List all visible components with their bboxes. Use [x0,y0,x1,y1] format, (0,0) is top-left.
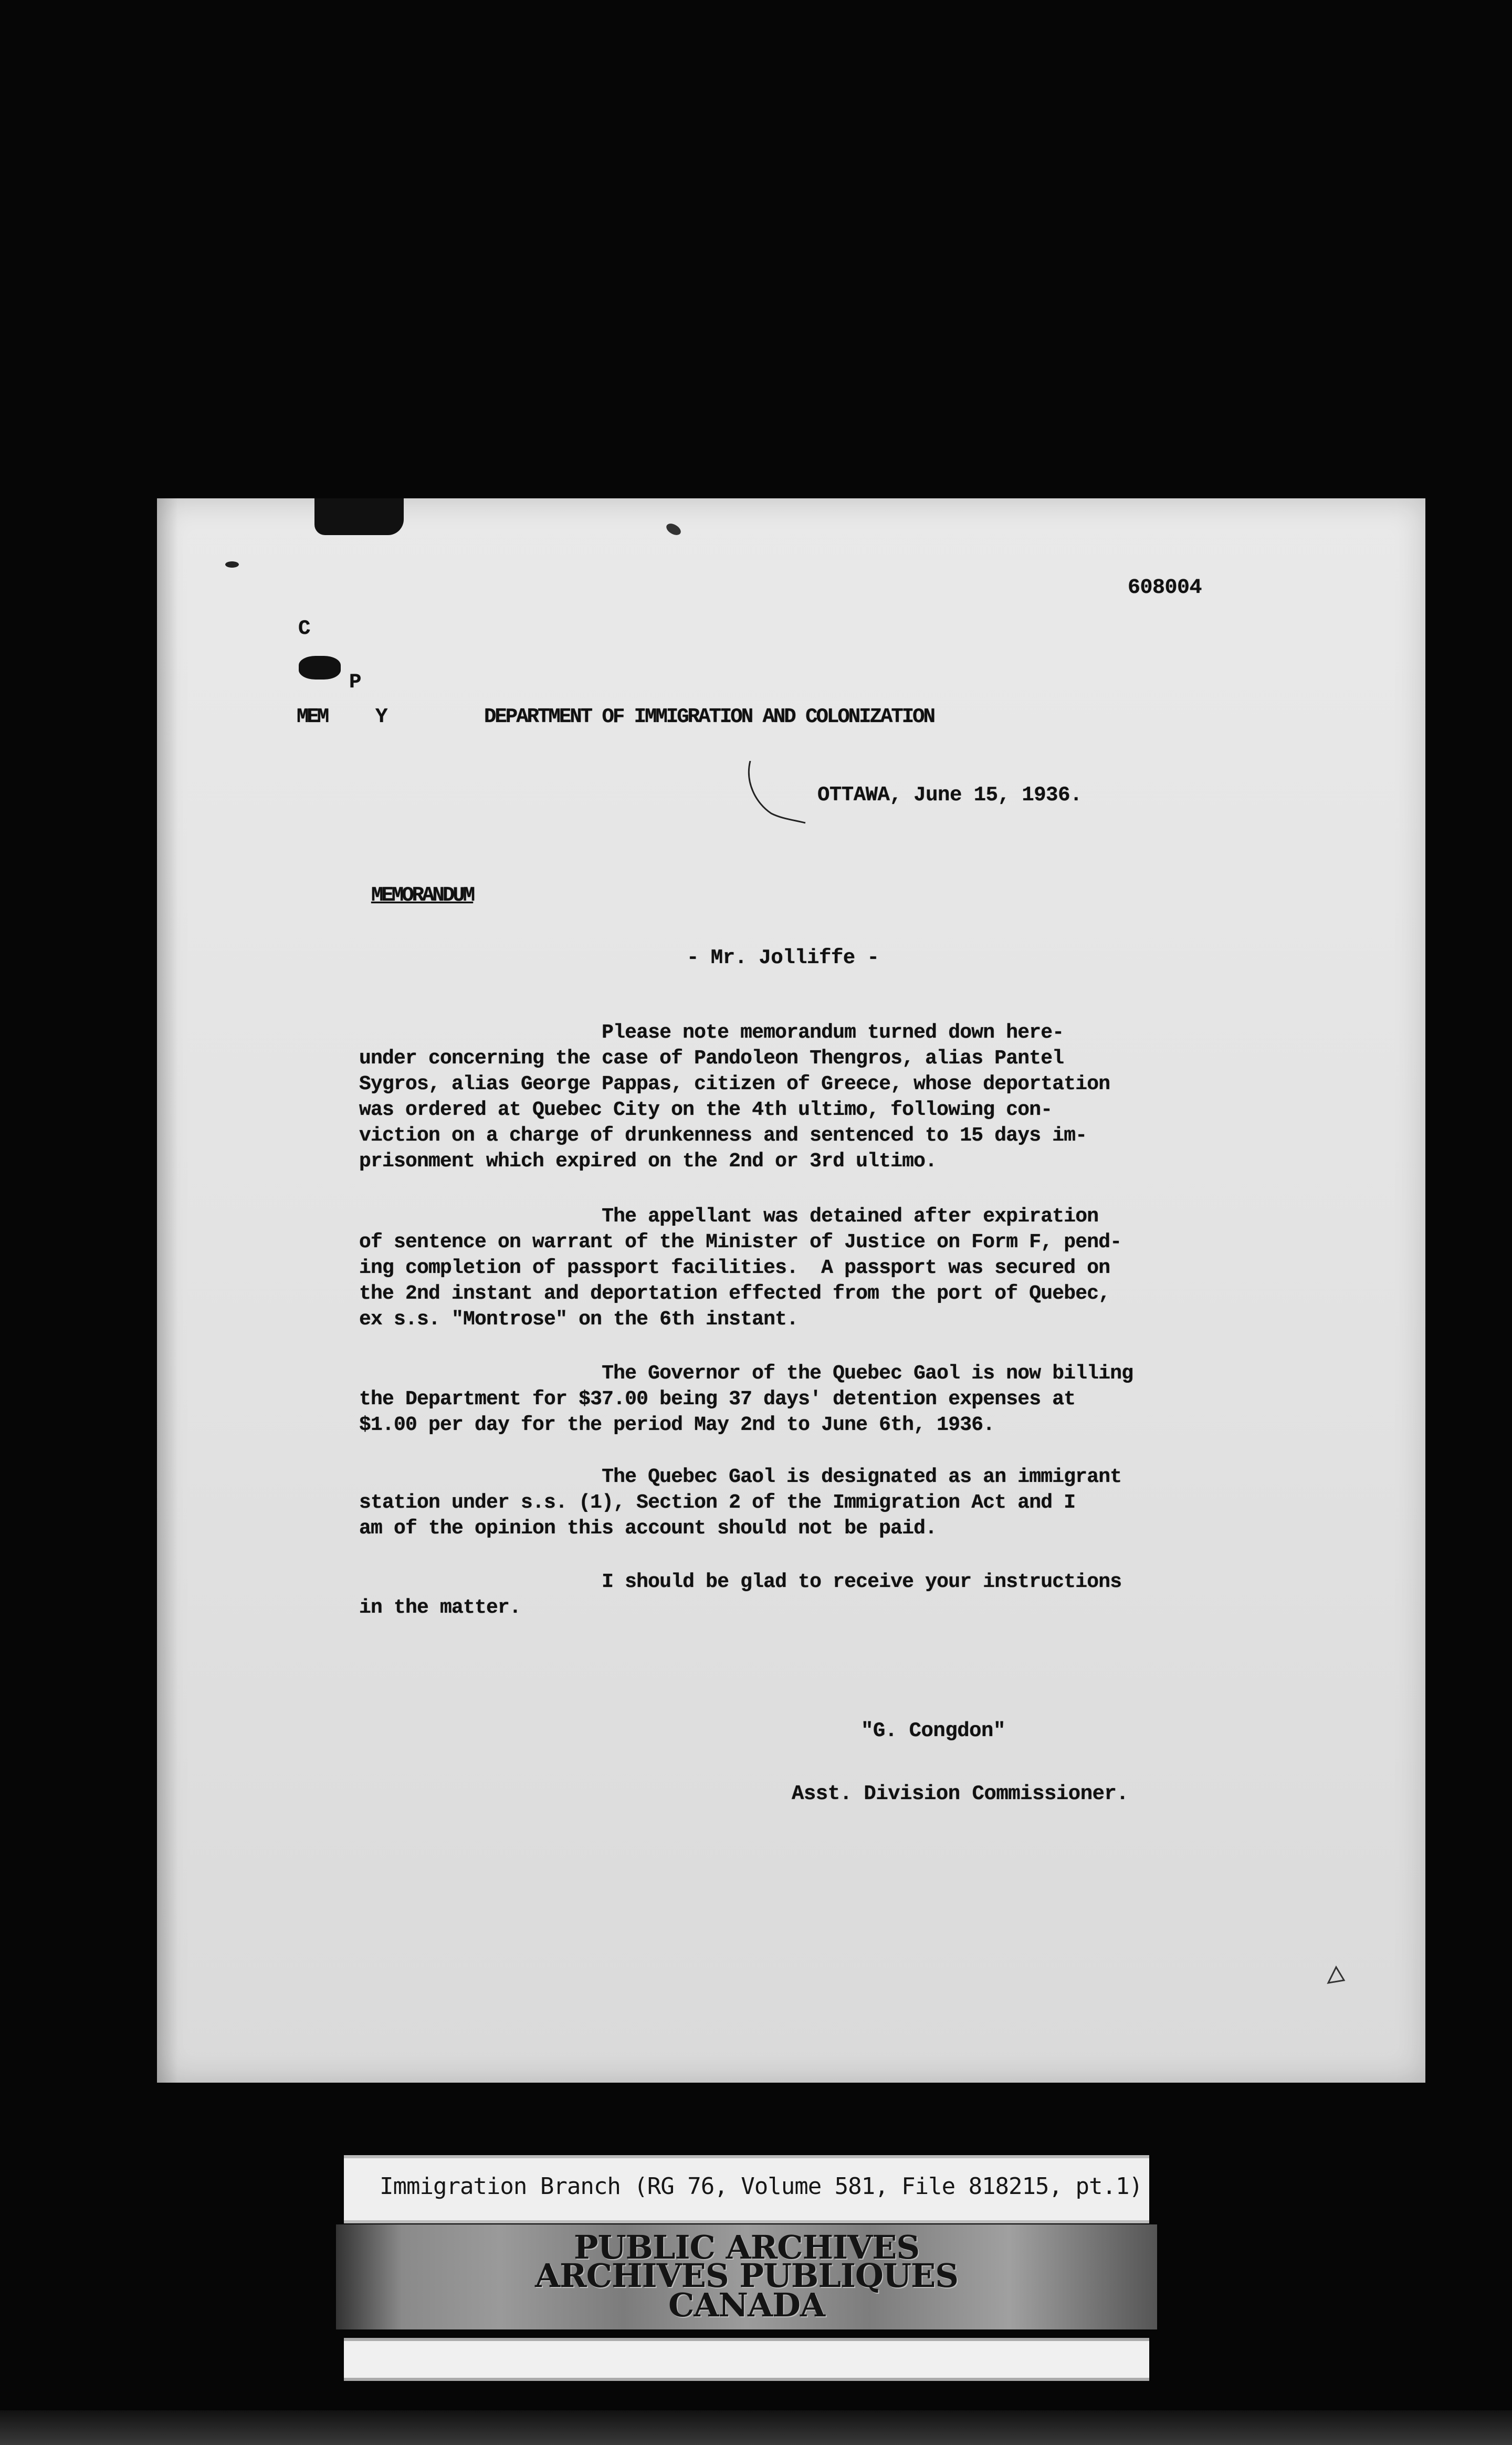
memo-paragraph: The appellant was detained after expiration of sentence on warrant of the Minister of Justice on Form F, pend- ing completion of passport facilities. A passport was secured on the 2nd instant and deportation effected from the port of Quebec, ex s.s. "Montrose" on the 6th instant. [359,1205,1122,1331]
ink-speck [665,521,683,538]
addressee: - Mr. Jolliffe - [687,946,879,969]
memo-paragraph: The Governor of the Quebec Gaol is now billing the Department for $37.00 being 37 days' detention expenses at $1.00 per day for the period May 2nd to June 6th, 1936. [359,1362,1133,1436]
copy-mark-p: P [349,671,361,694]
memo-paragraph: I should be glad to receive your instructions in the matter. [359,1571,1122,1619]
stamp-line: CANADA [668,2286,825,2324]
memo-paragraph: Please note memorandum turned down here- under concerning the case of Pandoleon Thengros, alias Pantel Sygros, alias George Pappas, citizen of Greece, whose deportation was ordered at Quebec City on the 4th ultimo, following con- viction on a charge of drunkenness and sentenced to 15 days im- prisonment which expired on the 2nd or 3rd ultimo. [359,1021,1110,1173]
stamp-line: PUBLIC ARCHIVES [573,2228,920,2266]
stamp-line: ARCHIVES PUBLIQUES [534,2256,959,2295]
archive-reference-label [344,2155,1149,2223]
signature: "G. Congdon" [861,1719,1005,1742]
signature-title: Asst. Division Commissioner. [792,1782,1129,1805]
copy-mark-c: C [298,617,310,640]
page-shadow [157,498,178,2083]
copy-mark-mem: MEM [297,705,328,728]
memo-title: MEMORANDUM [371,884,474,907]
archive-reference-text: Immigration Branch (RG 76, Volume 581, File 818215, pt.1) [380,2173,1142,2200]
department-heading: DEPARTMENT OF IMMIGRATION AND COLONIZATION [484,705,934,728]
memo-paragraph: The Quebec Gaol is designated as an immigrant station under s.s. (1), Section 2 of the Immigration Act and I am of the opinion this account should not be paid. [359,1466,1122,1540]
document-number: 608004 [1128,576,1202,600]
ink-speck [225,561,239,568]
ink-blot [299,656,341,680]
label-strip-bottom [344,2338,1149,2381]
archives-stamp [336,2224,1157,2329]
dateline: OTTAWA, June 15, 1936. [817,783,1082,807]
ink-blot [314,498,404,535]
pencil-mark-icon [1326,1965,1347,1986]
film-edge [0,2410,1512,2445]
copy-mark-y: Y [375,705,387,728]
pen-stroke-mark [729,761,808,824]
